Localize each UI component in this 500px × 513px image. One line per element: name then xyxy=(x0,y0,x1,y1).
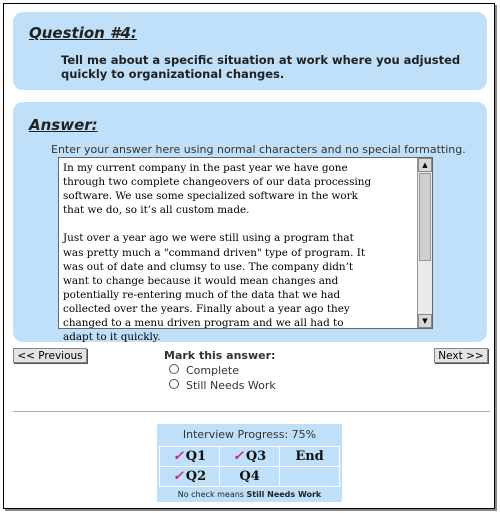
complete-radio[interactable] xyxy=(169,364,179,374)
answer-panel xyxy=(13,102,487,342)
checkmark-icon: ✓ xyxy=(172,469,184,484)
progress-title: Interview Progress: 75% xyxy=(182,428,317,441)
complete-option[interactable] xyxy=(169,364,239,378)
question-text: Tell me about a specific situation at work where you adjusted quickly to organizational changes. xyxy=(61,53,461,81)
progress-cell-q1[interactable]: ✓ Q1 xyxy=(160,447,220,467)
divider xyxy=(13,411,490,412)
scroll-up-arrow-icon[interactable]: ▲ xyxy=(418,158,432,172)
progress-cell-q4[interactable]: Q4 xyxy=(220,467,280,487)
next-button[interactable]: Next >> xyxy=(434,348,488,363)
scroll-thumb[interactable] xyxy=(419,173,431,261)
progress-legend: No check means Still Needs Work xyxy=(177,490,322,499)
still-needs-work-radio[interactable] xyxy=(169,379,179,389)
question-heading: Question #4: xyxy=(29,24,137,42)
progress-cell-end[interactable]: End xyxy=(280,447,340,467)
checkmark-icon: ✓ xyxy=(172,449,184,464)
still-needs-work-option[interactable] xyxy=(169,379,276,393)
answer-heading: Answer: xyxy=(29,116,98,134)
complete-option-label: Complete xyxy=(186,364,240,377)
progress-cell-q3[interactable]: ✓ Q3 xyxy=(220,447,280,467)
progress-cell-empty xyxy=(280,467,340,487)
answer-instruction: Enter your answer here using normal characters and no special formatting. xyxy=(51,143,466,156)
previous-button[interactable]: << Previous xyxy=(13,348,87,363)
answer-scrollbar[interactable] xyxy=(417,158,432,328)
answer-textarea[interactable] xyxy=(58,157,433,344)
progress-cell-q2[interactable]: ✓ Q2 xyxy=(160,467,220,487)
mark-answer-label: Mark this answer: xyxy=(164,349,276,362)
question-panel xyxy=(13,12,487,90)
answer-text[interactable]: In my current company in the past year we have gone through two complete changeovers of our data processing software. We use some specialized software in the work that we do, so it’s all custom made. Just over a year ago we were still using a program that was pretty much a "command driven" type of program. It was out of date and clumsy to use. The company didn’t want to change because it would mean changes and potentially re-entering much of the data that we had collected over the years. Finally about a year ago they changed to a menu driven program and we all had to adapt to it quickly. xyxy=(63,162,372,344)
checkmark-icon: ✓ xyxy=(232,449,244,464)
interview-progress-panel xyxy=(157,424,342,502)
still-needs-work-option-label: Still Needs Work xyxy=(186,379,276,392)
scroll-down-arrow-icon[interactable]: ▼ xyxy=(418,314,432,328)
progress-grid xyxy=(159,446,340,487)
interview-window xyxy=(3,3,495,509)
